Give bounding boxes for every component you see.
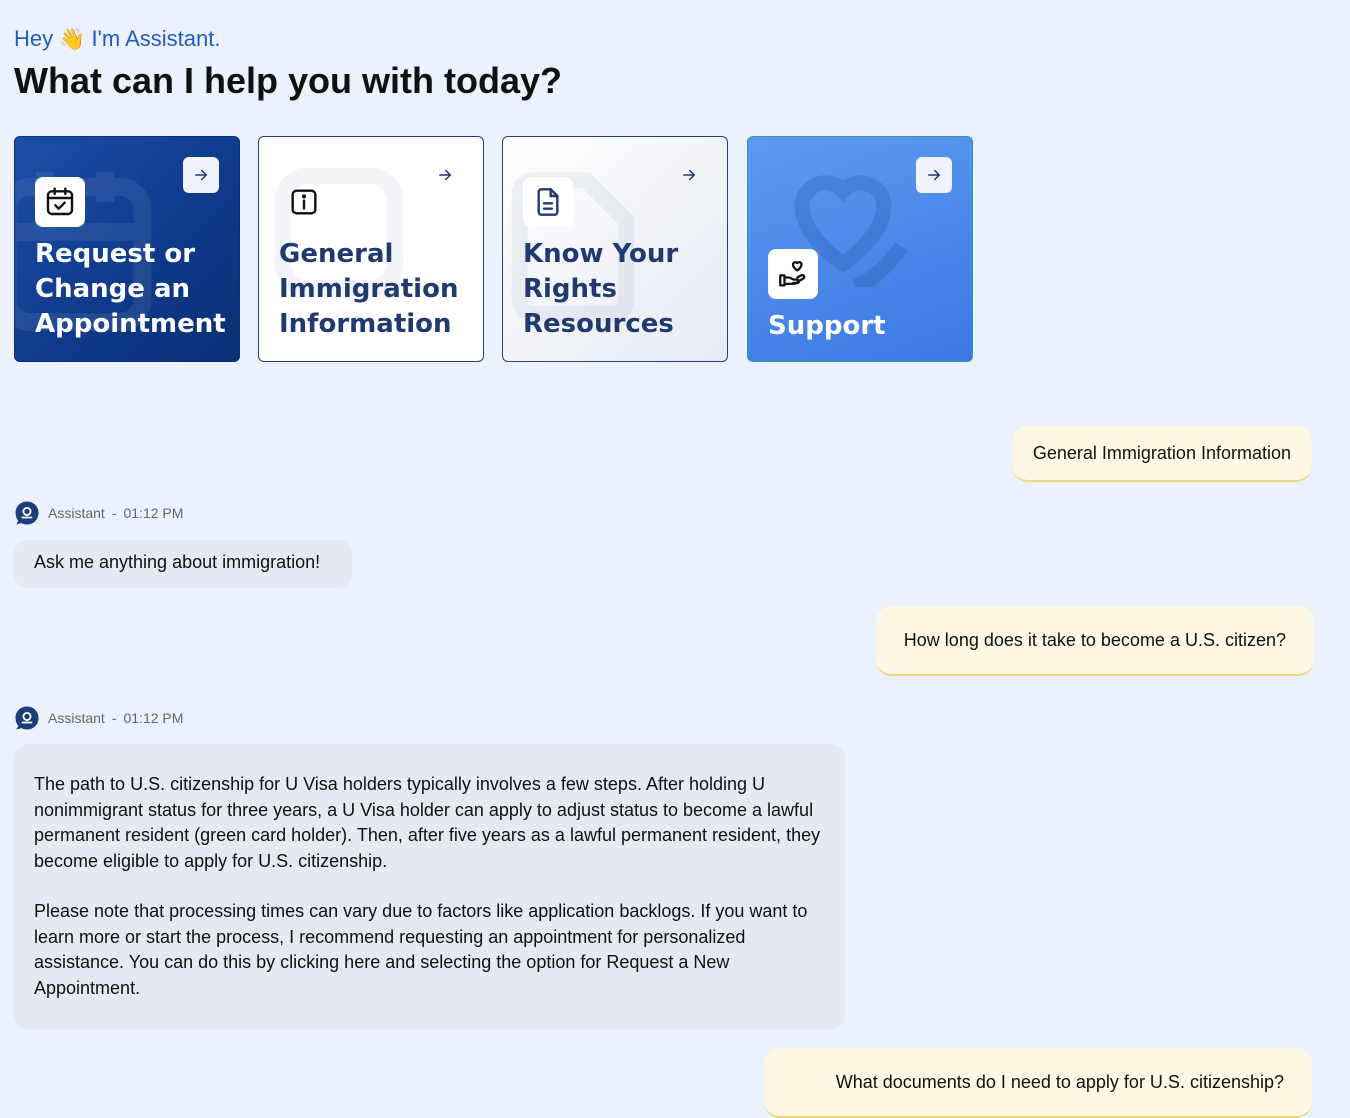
user-message: General Immigration Information	[1012, 426, 1312, 482]
greeting	[14, 26, 220, 52]
card-support[interactable]	[747, 136, 973, 362]
assistant-message: Ask me anything about immigration!	[14, 540, 352, 588]
arrow-right-icon[interactable]	[427, 157, 463, 193]
card-label: General Immigration Information	[279, 239, 459, 339]
message-paragraph: The path to U.S. citizenship for U Visa holders typically involves a few steps. After holding U nonimmigrant status for three years, a U Visa holder can apply to adjust status to become a lawful permanent resident (green card holder). Then, after five years as a lawful permanent resident, they become eligible to apply for U.S. citizenship.	[34, 774, 821, 871]
message-time: 01:12 PM	[123, 505, 184, 521]
document-icon	[523, 177, 573, 227]
assistant-avatar-icon	[14, 500, 40, 526]
greeting-hey: Hey	[14, 26, 54, 51]
user-message: What documents do I need to apply for U.S. citizenship?	[764, 1048, 1312, 1118]
card-label: Support	[768, 311, 886, 341]
card-general-immigration-information[interactable]	[258, 136, 484, 362]
calendar-check-icon	[35, 177, 85, 227]
page-title: What can I help you with today?	[14, 60, 563, 101]
arrow-right-icon[interactable]	[671, 157, 707, 193]
card-know-your-rights[interactable]	[502, 136, 728, 362]
user-message: How long does it take to become a U.S. citizen?	[876, 606, 1314, 676]
card-label: Know Your Rights Resources	[523, 239, 679, 339]
info-icon	[279, 177, 329, 227]
assistant-avatar-icon	[14, 705, 40, 731]
waving-hand-icon: 👋	[59, 28, 86, 51]
hand-heart-icon	[768, 249, 818, 299]
assistant-meta	[14, 705, 183, 731]
message-paragraph: Please note that processing times can vary due to factors like application backlogs. If you want to learn more or start the process, I recommend requesting an appointment for personalized assistance. You can do this by clicking here and selecting the option for Request a New Appointment.	[34, 901, 808, 998]
assistant-message	[14, 744, 845, 1030]
sender-name: Assistant	[48, 710, 105, 726]
arrow-right-icon[interactable]	[916, 157, 952, 193]
greeting-name: I'm Assistant.	[91, 26, 221, 51]
meta-separator: -	[111, 710, 117, 726]
sender-name: Assistant	[48, 505, 105, 521]
assistant-meta	[14, 500, 183, 526]
meta-separator: -	[111, 505, 117, 521]
message-time: 01:12 PM	[123, 710, 184, 726]
card-request-appointment[interactable]	[14, 136, 240, 362]
card-label: Request or Change an Appointment	[35, 239, 226, 339]
arrow-right-icon[interactable]	[183, 157, 219, 193]
